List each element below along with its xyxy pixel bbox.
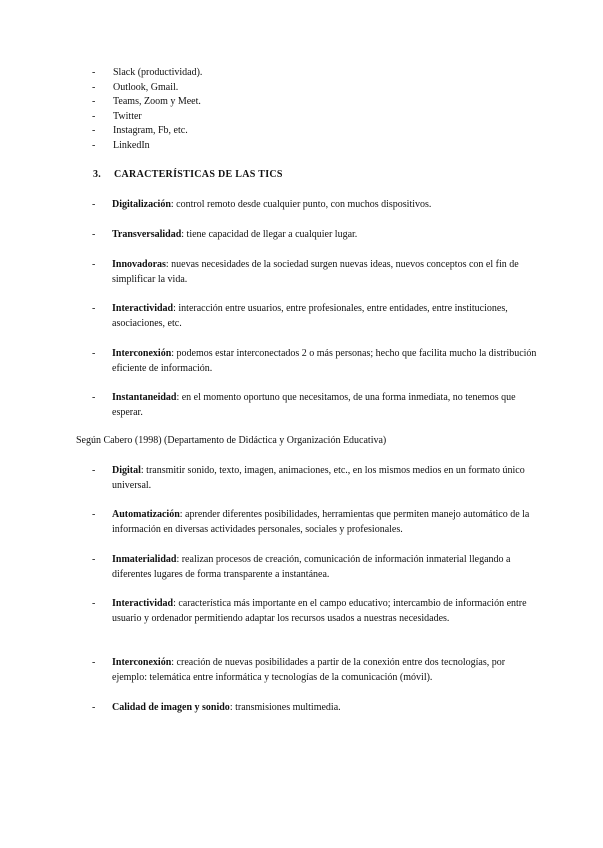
intro-paragraph: Según Cabero (1998) (Departamento de Didáctica y Organización Educativa) (76, 435, 387, 446)
list-dash: - (92, 509, 96, 520)
section-title: CARACTERÍSTICAS DE LAS TICS (114, 169, 283, 180)
list-item-text: Teams, Zoom y Meet. (113, 96, 201, 107)
term-label: Interconexión (112, 348, 172, 359)
list-dash: - (92, 392, 96, 403)
list-item (92, 464, 542, 493)
term-label: Instantaneidad (112, 392, 177, 403)
list-dash: - (92, 67, 96, 78)
list-dash: - (92, 465, 96, 476)
list-dash: - (92, 199, 96, 210)
section-number: 3. (93, 169, 102, 180)
term-description: : control remoto desde cualquier punto, con muchos dispositivos. (170, 199, 432, 210)
term-label: Automatización (112, 509, 180, 520)
list-item (92, 228, 542, 243)
list-dash: - (92, 348, 96, 359)
list-dash: - (92, 111, 96, 122)
term-label: Digitalización (112, 199, 171, 210)
list-item (92, 391, 542, 420)
term-description: : transmitir sonido, texto, imagen, animaciones, etc., en los mismos medios en un formato único universal. (112, 465, 525, 491)
list-item-text: LinkedIn (113, 140, 150, 151)
term-label: Innovadoras (112, 259, 166, 270)
term-label: Digital (112, 465, 141, 476)
term-description: : en el momento oportuno que necesitamos, de una forma inmediata, no tenemos que esperar. (112, 392, 516, 418)
term-description: : transmisiones multimedia. (229, 702, 341, 713)
term-description: : creación de nuevas posibilidades a partir de la conexión entre dos tecnologías, por ejemplo: telemática entre informática y tecnologías de la comunicación (móvil). (112, 657, 506, 683)
term-description: : característica más importante en el campo educativo; intercambio de información entre usuario y ordenador permitiendo adaptar los recursos usados a nuestras necesidades. (112, 598, 527, 624)
list-dash: - (92, 702, 96, 713)
list-dash: - (92, 140, 96, 151)
term-description: : interacción entre usuarios, entre profesionales, entre entidades, entre instituciones, asociaciones, etc. (112, 303, 508, 329)
list-dash: - (92, 96, 96, 107)
list-item-text: Instagram, Fb, etc. (113, 125, 188, 136)
list-item-text: Twitter (113, 111, 142, 122)
list-item (92, 553, 542, 582)
list-item (92, 656, 542, 685)
section-heading (93, 169, 283, 180)
list-item (92, 258, 542, 287)
term-label: Transversalidad (112, 229, 182, 240)
term-description: : realizan procesos de creación, comunicación de información inmaterial llegando a diferentes lugares de forma transparente a instantánea. (112, 554, 511, 580)
list-item (92, 198, 542, 213)
term-label: Interactividad (112, 598, 174, 609)
list-dash: - (92, 657, 96, 668)
term-label: Interactividad (112, 303, 174, 314)
list-item (92, 302, 542, 331)
term-description: : nuevas necesidades de la sociedad surgen nuevas ideas, nuevos conceptos con el fin de simplificar la vida. (112, 259, 519, 285)
list-item-text: Slack (productividad). (113, 67, 203, 78)
list-dash: - (92, 259, 96, 270)
list-item (92, 701, 542, 716)
list-dash: - (92, 598, 96, 609)
list-dash: - (92, 125, 96, 136)
term-label: Inmaterialidad (112, 554, 177, 565)
list-item-text: Outlook, Gmail. (113, 82, 179, 93)
term-label: Calidad de imagen y sonido (112, 702, 230, 713)
list-dash: - (92, 82, 96, 93)
list-dash: - (92, 554, 96, 565)
term-description: : aprender diferentes posibilidades, herramientas que permiten manejo automático de la información en diversas actividades personales, sociales y profesionales. (112, 509, 530, 535)
list-item (92, 597, 542, 626)
term-label: Interconexión (112, 657, 172, 668)
list-dash: - (92, 303, 96, 314)
list-dash: - (92, 229, 96, 240)
term-description: : tiene capacidad de llegar a cualquier lugar. (181, 229, 358, 240)
list-item (92, 508, 542, 537)
term-description: : podemos estar interconectados 2 o más personas; hecho que facilita mucho la distribución eficiente de información. (112, 348, 537, 374)
list-item (92, 347, 542, 376)
